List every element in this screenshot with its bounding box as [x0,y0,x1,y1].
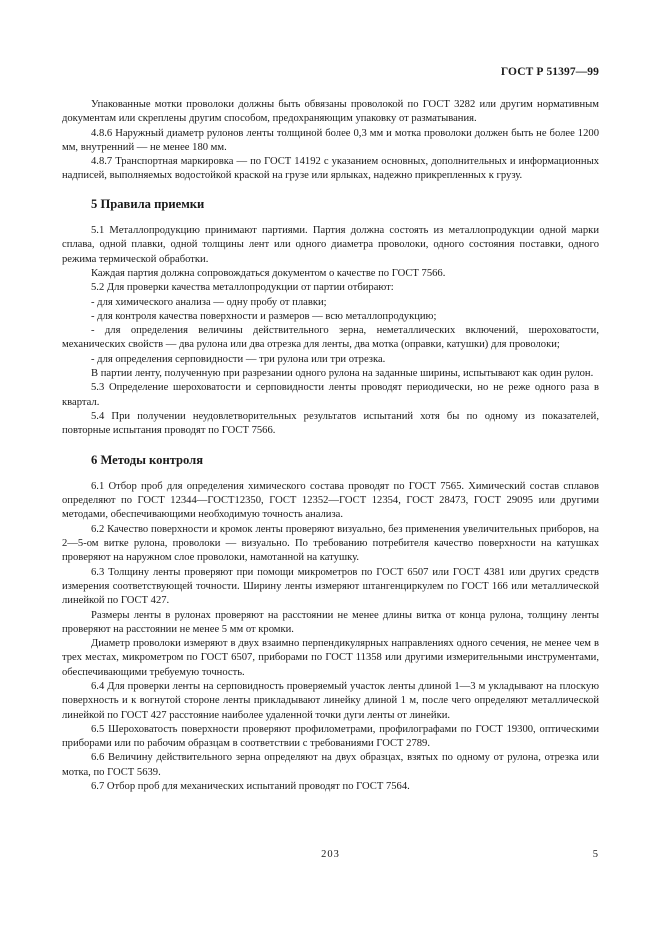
section-6-heading: 6 Методы контроля [91,452,204,467]
paragraph-5-4: 5.4 При получении неудовлетворительных результатов испытаний хотя бы по одному из показателей, повторные испытания проводят по ГОСТ 7566. [62,410,599,437]
document-body [62,98,599,794]
paragraph-5-1: 5.1 Металлопродукцию принимают партиями. Партия должна состоять из металлопродукции одной марки сплава, одной плавки, одной толщины лент или одного диаметра проволоки, одного состояния поставки, одного режима термической обработки. [62,225,599,265]
page-number-right: 5 [592,849,598,860]
list-item: - для определения серповидности — три рулона или три отрезка. [91,353,386,365]
paragraph-4-8-7: 4.8.7 Транспортная маркировка — по ГОСТ 14192 с указанием основных, дополнительных и информационных надписей, выполняемых водостойкой краской на грузе или ярлыках, надежно прикрепленных к грузу. [62,156,599,182]
paragraph-6-2: 6.2 Качество поверхности и кромок ленты проверяют визуально, без применения увеличительных приборов, на 2—5-ом витке рулона, проволоки — визуально. По требованию потребителя качество поверхности на катушках проверяют на наружном слое проволоки, намотанной на катушку. [62,523,599,564]
paragraph-6-3: 6.3 Толщину ленты проверяют при помощи микрометров по ГОСТ 6507 или ГОСТ 4381 или других средств измерения соответствующей точности. Ширину ленты измеряют штангенциркулем по ГОСТ 166 или металлической линейкой по ГОСТ 427. [62,566,599,607]
paragraph: Размеры ленты в рулонах проверяют на расстоянии не менее длины витка от конца рулона, толщину ленты проверяют на расстоянии не менее 5 мм от кромки. [62,609,599,635]
list-item: - для химического анализа — одну пробу от плавки; [91,296,327,308]
paragraph-6-5: 6.5 Шероховатость поверхности проверяют профилометрами, профилографами по ГОСТ 19300, оптическими приборами или по рабочим образцам в соответствии с требованиями ГОСТ 2789. [62,723,599,750]
paragraph: Каждая партия должна сопровождаться документом о качестве по ГОСТ 7566. [91,267,446,279]
paragraph-6-7: 6.7 Отбор проб для механических испытаний проводят по ГОСТ 7564. [91,781,410,793]
paragraph-6-6: 6.6 Величину действительного зерна определяют на двух образцах, взятых по одному от рулона, отрезка или мотка, по ГОСТ 5639. [62,752,599,778]
paragraph-5-2: 5.2 Для проверки качества металлопродукции от партии отбирают: [91,282,394,294]
page-number-center: 203 [321,849,340,860]
paragraph-4-8-6: 4.8.6 Наружный диаметр рулонов ленты толщиной более 0,3 мм и мотка проволоки должен быть не более 1200 мм, внутренний — не менее 180 мм. [62,127,599,153]
paragraph: В партии ленту, полученную при разрезании одного рулона на заданные ширины, испытывают как один рулон. [91,368,594,380]
paragraph-5-3: 5.3 Определение шероховатости и серповидности ленты проводят периодически, но не реже одного раза в квартал. [62,382,599,408]
paragraph-6-1: 6.1 Отбор проб для определения химического состава проводят по ГОСТ 7565. Химический состав сплавов определяют по ГОСТ 12344—ГОСТ12350, ГОСТ 12352—ГОСТ 12354, ГОСТ 28473, ГОСТ 29095 или другими методами, обеспечивающими необходимую точность анализа. [62,480,599,521]
paragraph: Упакованные мотки проволоки должны быть обвязаны проволокой по ГОСТ 3282 или другим нормативным документам или скреплены другим способом, предохраняющим упаковку от разматывания. [62,99,599,125]
paragraph-6-4: 6.4 Для проверки ленты на серповидность проверяемый участок ленты длиной 1—3 м укладывают на плоскую поверхность и к вогнутой стороне ленты прикладывают линейку длиной 1 м, после чего определяют металлической линейкой по ГОСТ 427 расстояние наиболее удаленной точки дуги ленты от линейки. [62,680,599,721]
list-item: - для контроля качества поверхности и размеров — всю металлопродукцию; [91,310,437,322]
section-5-heading: 5 Правила приемки [91,196,205,211]
document-id-header: ГОСТ Р 51397—99 [500,66,599,78]
list-item: - для определения величины действительного зерна, неметаллических включений, шероховатости, механических свойств — два рулона или два отрезка для ленты, два мотка (оправки, катушки) для проволоки; [62,325,599,351]
paragraph: Диаметр проволоки измеряют в двух взаимно перпендикулярных направлениях одного сечения, не менее чем в трех местах, микрометром по ГОСТ 6507, приборами по ГОСТ 11358 или другими измерительными инструментами, обеспечивающими требуемую точность. [62,638,599,678]
